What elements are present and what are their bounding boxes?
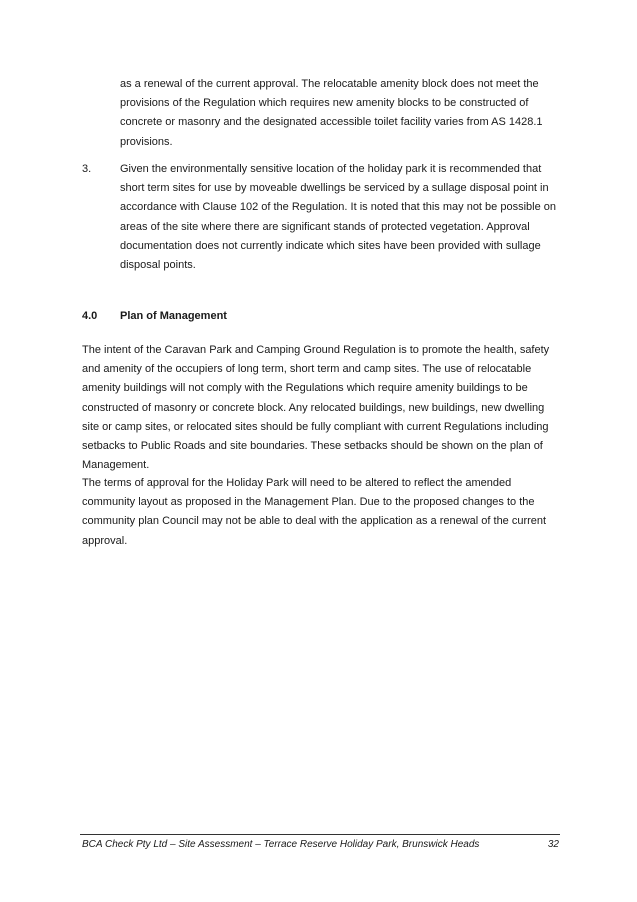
page-number: 32: [547, 839, 559, 850]
footer-text: BCA Check Pty Ltd – Site Assessment – Terrace Reserve Holiday Park, Brunswick Heads: [82, 839, 480, 850]
section-number: 4.0: [82, 310, 98, 322]
section-title: Plan of Management: [120, 310, 227, 322]
list-item-text: Given the environmentally sensitive location of the holiday park it is recommended that short term sites for use by moveable dwellings be serviced by a sullage disposal point in accordance with Clause 102 of the Regulation. It is noted that this may not be possible on areas of the site where there are significant stands of protected vegetation. Approval documentation does not currently indicate which sites have been provided with sullage disposal points.: [120, 163, 556, 272]
footer-divider: [80, 834, 560, 835]
section-paragraph-intent: The intent of the Caravan Park and Camping Ground Regulation is to promote the health, safety and amenity of the occupiers of long term, short term and camp sites. The use of relocatable amenity buildings will not comply with the Regulations which require amenity buildings to be constructed of masonry or concrete block. Any relocated buildings, new buildings, new dwelling site or camp sites, or relocated sites should be fully compliant with current Regulations including setbacks to Public Roads and site boundaries. These setbacks should be shown on the plan of Management.: [82, 344, 550, 472]
section-heading: [82, 308, 227, 324]
section-paragraph-terms: The terms of approval for the Holiday Park will need to be altered to reflect the amended community layout as proposed in the Management Plan. Due to the proposed changes to the community plan Council may not be able to deal with the application as a renewal of the current approval.: [82, 477, 547, 547]
continued-paragraph: as a renewal of the current approval. The relocatable amenity block does not meet the provisions of the Regulation which requires new amenity blocks to be constructed of concrete or masonry and the designated accessible toilet facility varies from AS 1428.1 provisions.: [120, 78, 543, 148]
list-item-number: 3.: [82, 163, 92, 175]
